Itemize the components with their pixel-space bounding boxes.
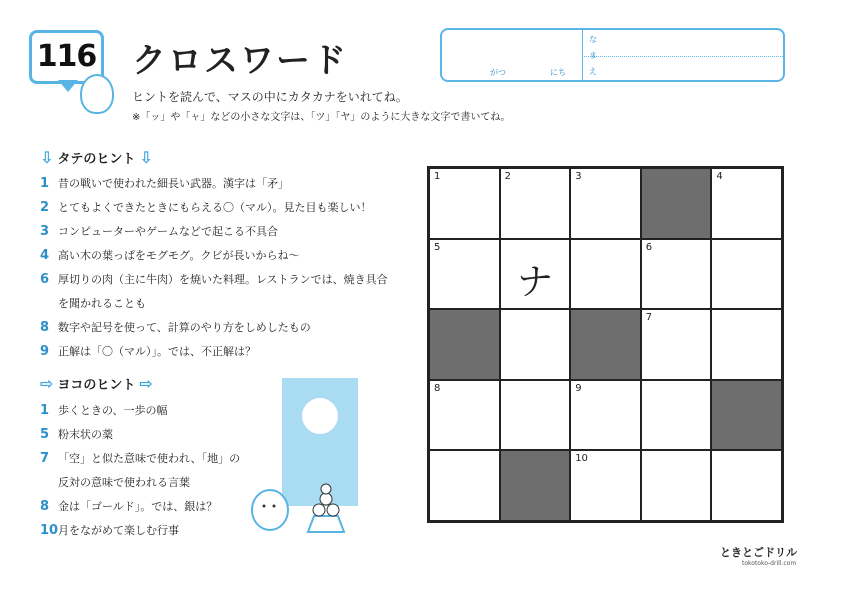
name-date-box — [440, 28, 785, 82]
grid-cell[interactable] — [500, 380, 571, 451]
instructions-main: ヒントを読んで、マスの中にカタカナをいれてね。 — [132, 90, 408, 104]
vertical-hints-heading — [40, 148, 153, 167]
horizontal-hints-title: ヨコのヒント — [57, 378, 136, 393]
grid-cell-black — [711, 380, 782, 451]
crossword-grid — [427, 166, 784, 523]
name-label-1: な — [589, 35, 597, 44]
cell-number: 7 — [645, 312, 653, 324]
grid-cell[interactable] — [429, 168, 500, 239]
arrow-down-icon: ⇩ — [139, 148, 153, 167]
cell-number: 8 — [434, 382, 441, 394]
grid-cell[interactable] — [500, 239, 571, 310]
month-label: がつ — [490, 68, 506, 77]
arrow-right-icon: ⇨ — [139, 374, 153, 393]
grid-cell[interactable] — [641, 239, 712, 310]
grid-cell[interactable] — [641, 380, 712, 451]
vertical-hints-title: タテのヒント — [57, 152, 136, 167]
grid-cell[interactable] — [641, 450, 712, 521]
cell-number: 6 — [645, 241, 653, 253]
vertical-hint: 6 厚切りの肉（主に牛肉）を焼いた料理。レストランでは、焼き具合 — [40, 272, 388, 287]
horizontal-hint: 10月をながめて楽しむ行事 — [40, 523, 179, 538]
name-box-dotted-line — [582, 56, 783, 57]
grid-cell-black — [429, 309, 500, 380]
footer-url: tokotoko-drill.com — [742, 560, 797, 567]
grid-cell[interactable] — [429, 239, 500, 310]
full-moon-icon — [302, 398, 338, 434]
horizontal-hint: 1 歩くときの、一歩の幅 — [40, 403, 168, 418]
grid-cell[interactable] — [570, 450, 641, 521]
cell-number: 5 — [434, 241, 441, 253]
vertical-hint: 1 昔の戦いで使われた細長い武器。漢字は「矛」 — [40, 176, 289, 191]
vertical-hint: 4 高い木の葉っぱをモグモグ。クビが長いからね～ — [40, 248, 300, 263]
name-box-divider — [582, 30, 583, 80]
grid-cell[interactable] — [570, 239, 641, 310]
tsukimi-dango-illustration — [246, 476, 356, 536]
grid-cell-black — [500, 450, 571, 521]
page-title: クロスワード — [132, 41, 348, 81]
vertical-hint: 8 数字や記号を使って、計算のやり方をしめしたもの — [40, 320, 311, 335]
speech-bubble-tail — [58, 80, 78, 92]
arrow-down-icon: ⇩ — [40, 148, 54, 167]
cell-number: 2 — [504, 171, 511, 182]
vertical-hint: 3 コンピューターやゲームなどで起こる不具合 — [40, 224, 278, 239]
horizontal-hint-continued: 反対の意味で使われる言葉 — [58, 476, 190, 489]
grid-cell-black — [641, 168, 712, 239]
grid-cell[interactable] — [570, 380, 641, 451]
cell-number: 4 — [716, 171, 723, 182]
grid-cell[interactable] — [500, 309, 571, 380]
worksheet-number: 116 — [36, 39, 97, 74]
vertical-hint: 9 正解は「〇（マル）」。では、不正解は？ — [40, 344, 256, 359]
footer-logo: ときとごドリル — [720, 546, 797, 559]
cell-number: 10 — [575, 453, 588, 465]
vertical-hint: 2 とてもよくできたときにもらえる〇（マル）。見た目も楽しい！ — [40, 200, 372, 215]
name-label-2: ま — [589, 51, 597, 60]
grid-cell[interactable] — [711, 450, 782, 521]
grid-cell[interactable] — [429, 380, 500, 451]
grid-cell[interactable] — [711, 239, 782, 310]
grid-cell[interactable] — [711, 309, 782, 380]
horizontal-hint: 5 粉末状の薬 — [40, 427, 113, 442]
cell-answer: ナ — [516, 261, 553, 303]
day-label: にち — [550, 68, 566, 77]
cell-number: 1 — [434, 171, 441, 182]
grid-cell[interactable] — [500, 168, 571, 239]
cell-number: 9 — [575, 382, 582, 394]
grid-cell[interactable] — [570, 168, 641, 239]
instructions-note: ※「ッ」や「ャ」などの小さな文字は、「ツ」「ヤ」のように大きな文字で書いてね。 — [132, 112, 511, 123]
grid-cell-black — [570, 309, 641, 380]
mascot-icon — [80, 74, 114, 114]
arrow-right-icon: ⇨ — [40, 374, 54, 393]
name-label-3: え — [589, 67, 597, 76]
horizontal-hint: 8 金は「ゴールド」。では、銀は？ — [40, 499, 218, 514]
horizontal-hints-heading — [40, 374, 153, 393]
grid-cell[interactable] — [429, 450, 500, 521]
cell-number: 3 — [575, 171, 582, 182]
horizontal-hint: 7 「空」と似た意味で使われ、「地」の — [40, 451, 241, 466]
grid-cell[interactable] — [641, 309, 712, 380]
grid-cell[interactable] — [711, 168, 782, 239]
vertical-hint-continued: を聞かれることも — [58, 297, 146, 310]
